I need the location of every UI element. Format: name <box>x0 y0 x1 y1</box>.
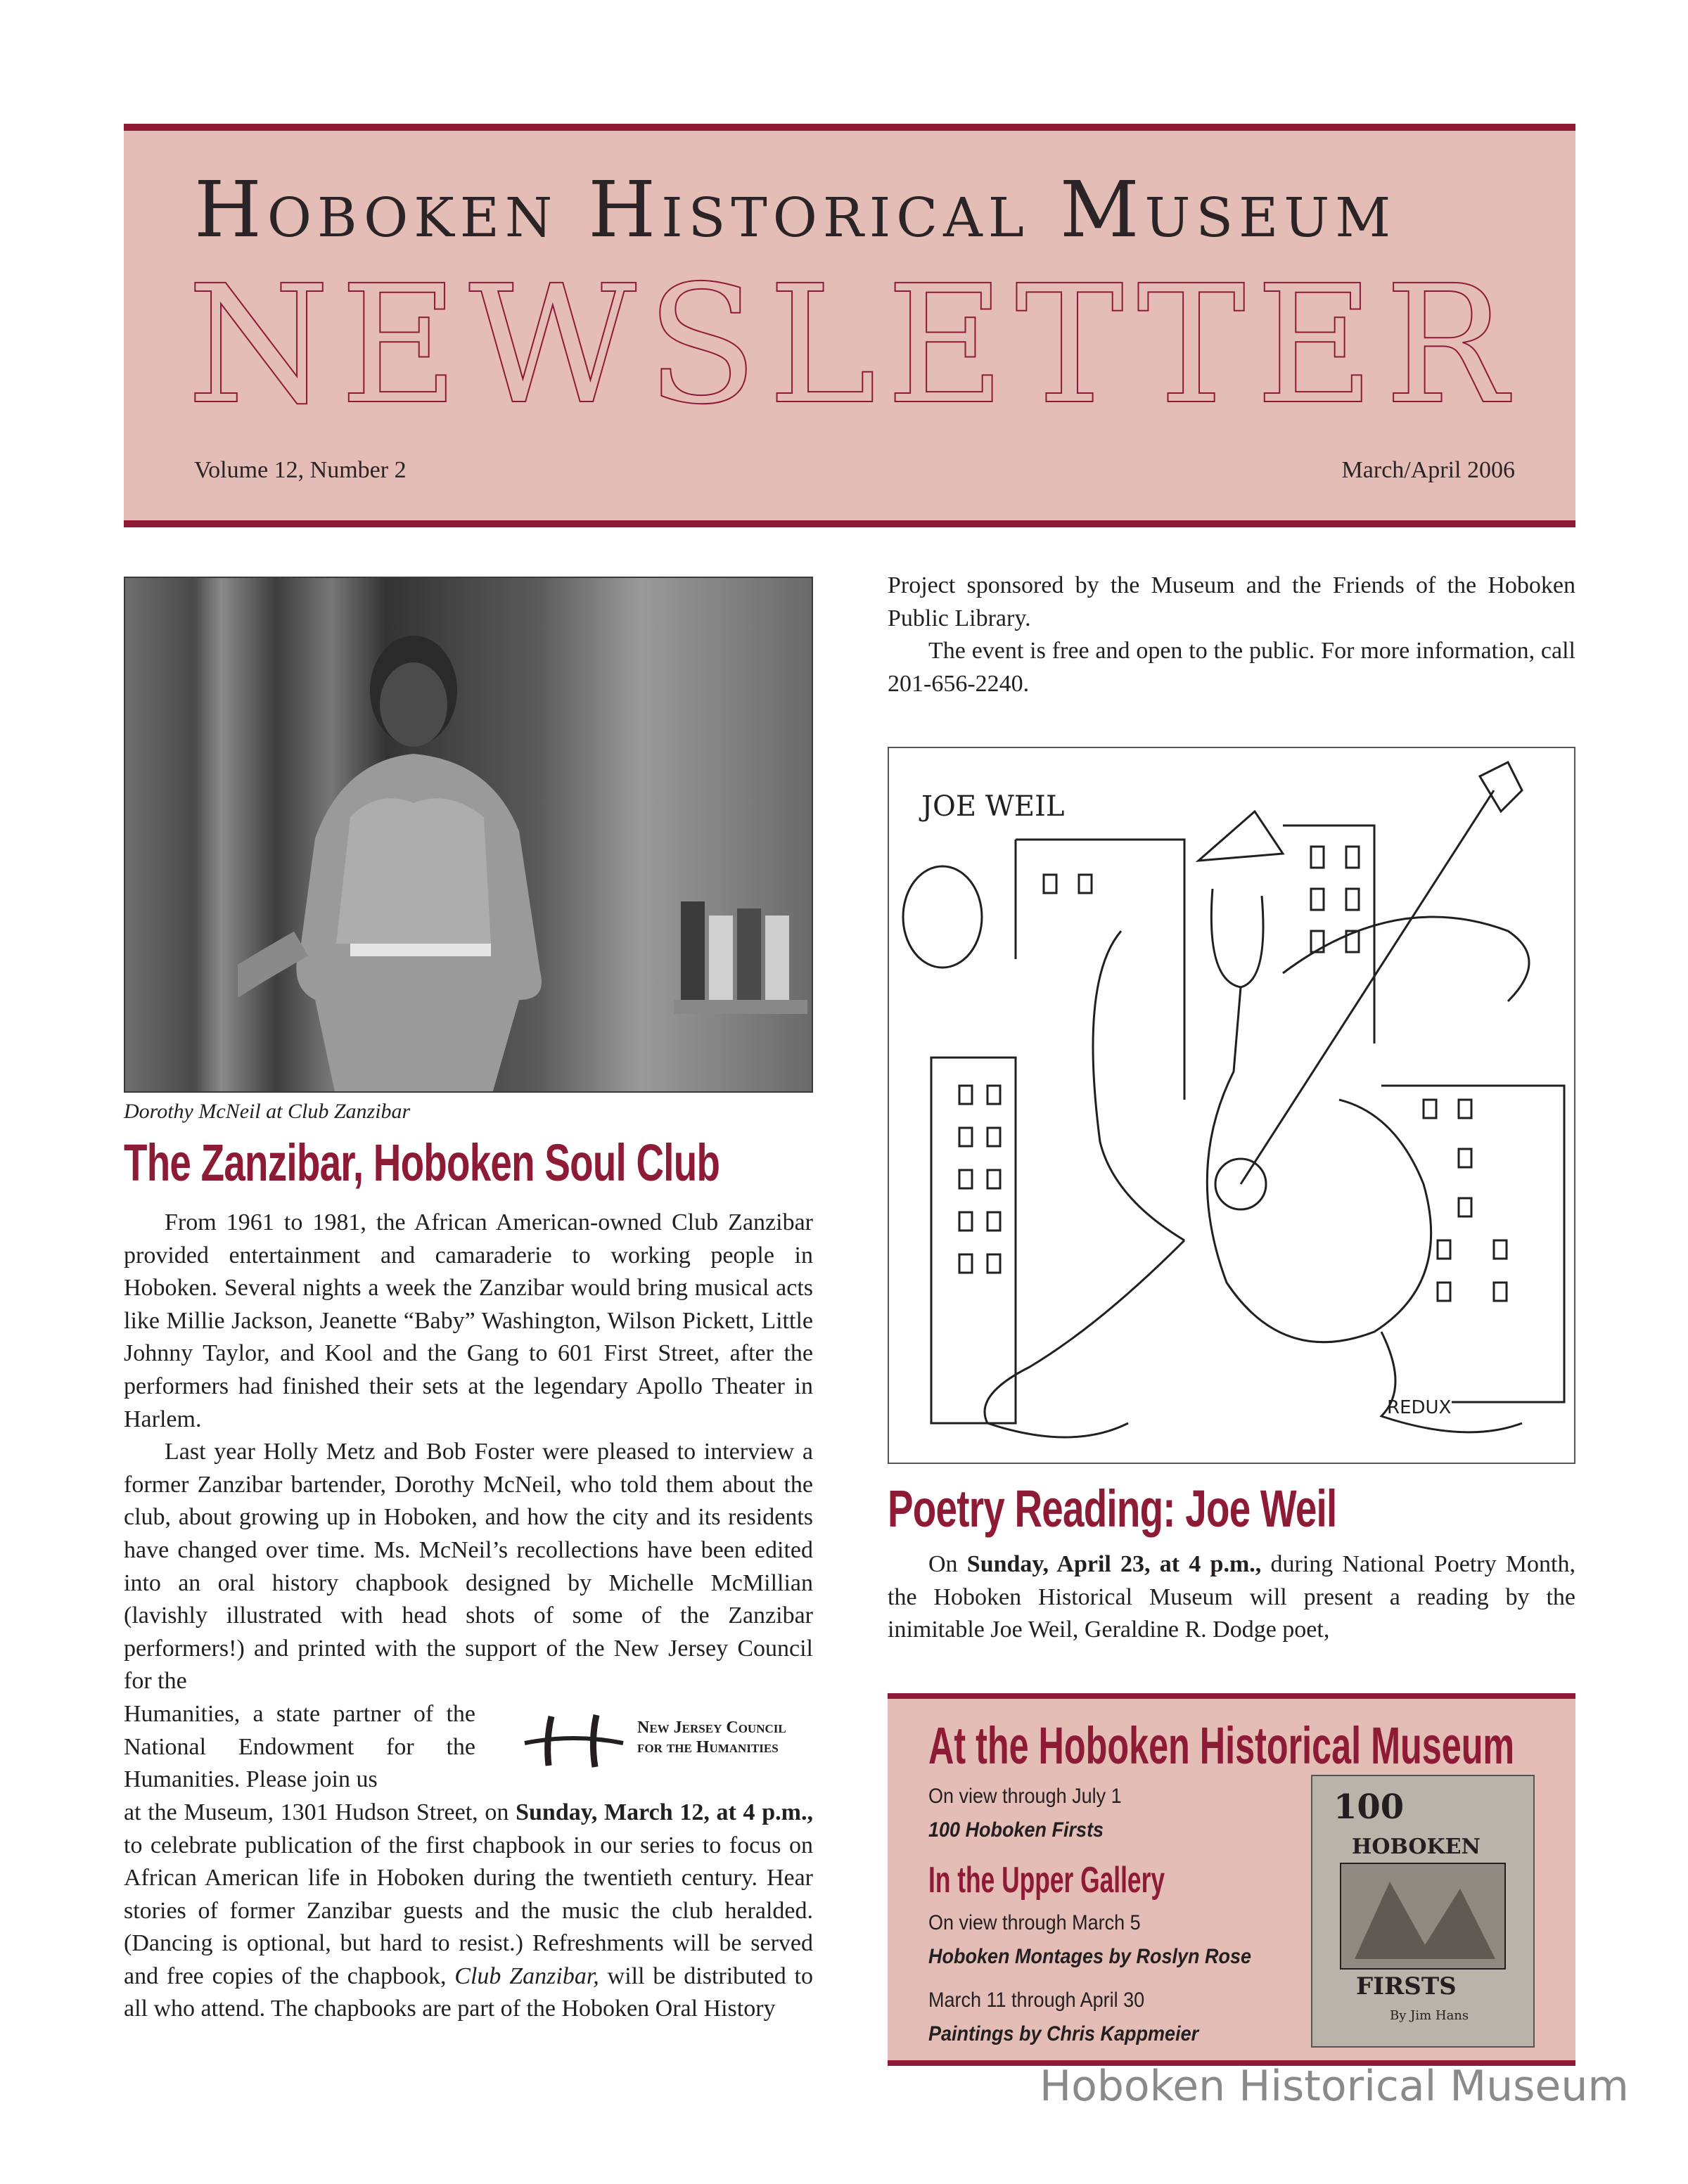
njch-block <box>124 1698 813 1797</box>
sidebar-line-5: March 11 through April 30 <box>928 1989 1145 2012</box>
drawing-signature: REDUX <box>1387 1397 1452 1418</box>
sidebar-exhibit-3: Paintings by Chris Kappmeier <box>928 2022 1199 2045</box>
poetry-article <box>888 1548 1575 1647</box>
sidebar-heading: At the Hoboken Historical Museum <box>928 1716 1515 1775</box>
guitarist-sketch <box>889 748 1574 1463</box>
book-word-2: FIRSTS <box>1356 1972 1457 2000</box>
hoboken-firsts-book-cover <box>1311 1775 1535 2048</box>
p3-pre: at the Museum, 1301 Hudson Street, on <box>124 1799 516 1825</box>
poetry-headline: Poetry Reading: Joe Weil <box>888 1479 1337 1538</box>
watermark: Hoboken Historical Museum <box>1040 2062 1629 2111</box>
book-word-1: HOBOKEN <box>1352 1835 1481 1859</box>
masthead-title: NEWSLETTER <box>187 250 1517 440</box>
masthead <box>124 124 1575 527</box>
sidebar-exhibit-2: Hoboken Montages by Roslyn Rose <box>928 1945 1252 1968</box>
right-paragraph-1: Project sponsored by the Museum and the Friends of the Hoboken Public Library. <box>888 572 1575 631</box>
zanzibar-paragraph-1: From 1961 to 1981, the African American-owned Club Zanzibar provided entertainment and camaraderie to working people in Hoboken. Several nights a week the Zanzibar would bring musical acts like Millie Jackson, Jeanette “Baby” Washington, Wilson Pickett, Little Johnny Taylor, and Kool and the Gang to 601 First Street, after the performers had finished their sets at the legendary Apollo Theater in Harlem. <box>124 1209 813 1432</box>
poetry-date-bold: Sunday, April 23, at 4 p.m., <box>966 1551 1262 1577</box>
right-column-text <box>888 570 1575 700</box>
njch-h-icon <box>518 1712 630 1768</box>
sidebar-line-1: On view through July 1 <box>928 1785 1122 1808</box>
event-date-bold: Sunday, March 12, at 4 p.m., <box>516 1799 813 1825</box>
masthead-org-name: Hoboken Historical Museum <box>194 165 1397 255</box>
sidebar-subheading: In the Upper Gallery <box>928 1860 1165 1901</box>
issue-date: March/April 2006 <box>1341 457 1515 483</box>
chapbook-title: Club Zanzibar, <box>454 1963 599 1989</box>
drawing-label: JOE WEIL <box>921 790 1065 823</box>
poetry-pre: On <box>928 1551 967 1577</box>
sidebar-exhibit-1: 100 Hoboken Firsts <box>928 1818 1104 1842</box>
p3-end: will be distributed to all who attend. The chapbooks are part of the Hoboken Oral History <box>124 1963 813 2022</box>
book-author: By Jim Hans <box>1390 2008 1469 2023</box>
njch-line-1: New Jersey Council <box>637 1718 786 1737</box>
zanzibar-paragraph-2b: Humanities, a state partner of the National Endowment for the Humanities. Please join us <box>124 1700 475 1793</box>
njch-logo <box>518 1712 813 1768</box>
sidebar-line-3: On view through March 5 <box>928 1911 1141 1934</box>
zanzibar-headline: The Zanzibar, Hoboken Soul Club <box>124 1133 720 1192</box>
volume-number: Volume 12, Number 2 <box>194 457 407 483</box>
bottles-illustration <box>674 873 807 1014</box>
p3-post: to celebrate publication of the first chapbook in our series to focus on African American life in Hoboken during the twentieth century. Hear stories of former Zanzibar guests and the music the club heralded. (Dancing is optional, but hard to resist.) Refreshments will be served and free copies of the chapbook, <box>124 1832 813 1989</box>
poetry-paragraph <box>888 1548 1575 1647</box>
book-number: 100 <box>1334 1787 1405 1827</box>
book-cover-illustration <box>1312 1776 1533 2046</box>
woman-figure-illustration <box>238 606 632 1093</box>
joe-weil-drawing <box>888 747 1575 1464</box>
museum-events-sidebar <box>888 1693 1575 2066</box>
photo-caption: Dorothy McNeil at Club Zanzibar <box>124 1100 411 1123</box>
zanzibar-paragraph-2: Last year Holly Metz and Bob Foster were pleased to interview a former Zanzibar bartender, Dorothy McNeil, who told them about the club, about growing up in Hoboken, and how the city and its residents have changed over time. Ms. McNeil’s recollections have been edited into an oral history chapbook designed by Michelle McMillian (lavishly illustrated with head shots of some of the Zanzibar performers!) and printed with the support of the New Jersey Council for the <box>124 1439 813 1695</box>
zanzibar-paragraph-3 <box>124 1797 813 2026</box>
njch-line-2: for the Humanities <box>637 1737 779 1756</box>
poetry-post: during National Poetry Month, the Hoboken Historical Museum will present a reading by the inimitable Joe Weil, Geraldine R. Dodge poet, <box>888 1551 1575 1643</box>
right-paragraph-2: The event is free and open to the public. For more information, call 201-656-2240. <box>888 638 1575 697</box>
dorothy-mcneil-photo <box>124 577 813 1093</box>
zanzibar-article <box>124 1207 813 2026</box>
